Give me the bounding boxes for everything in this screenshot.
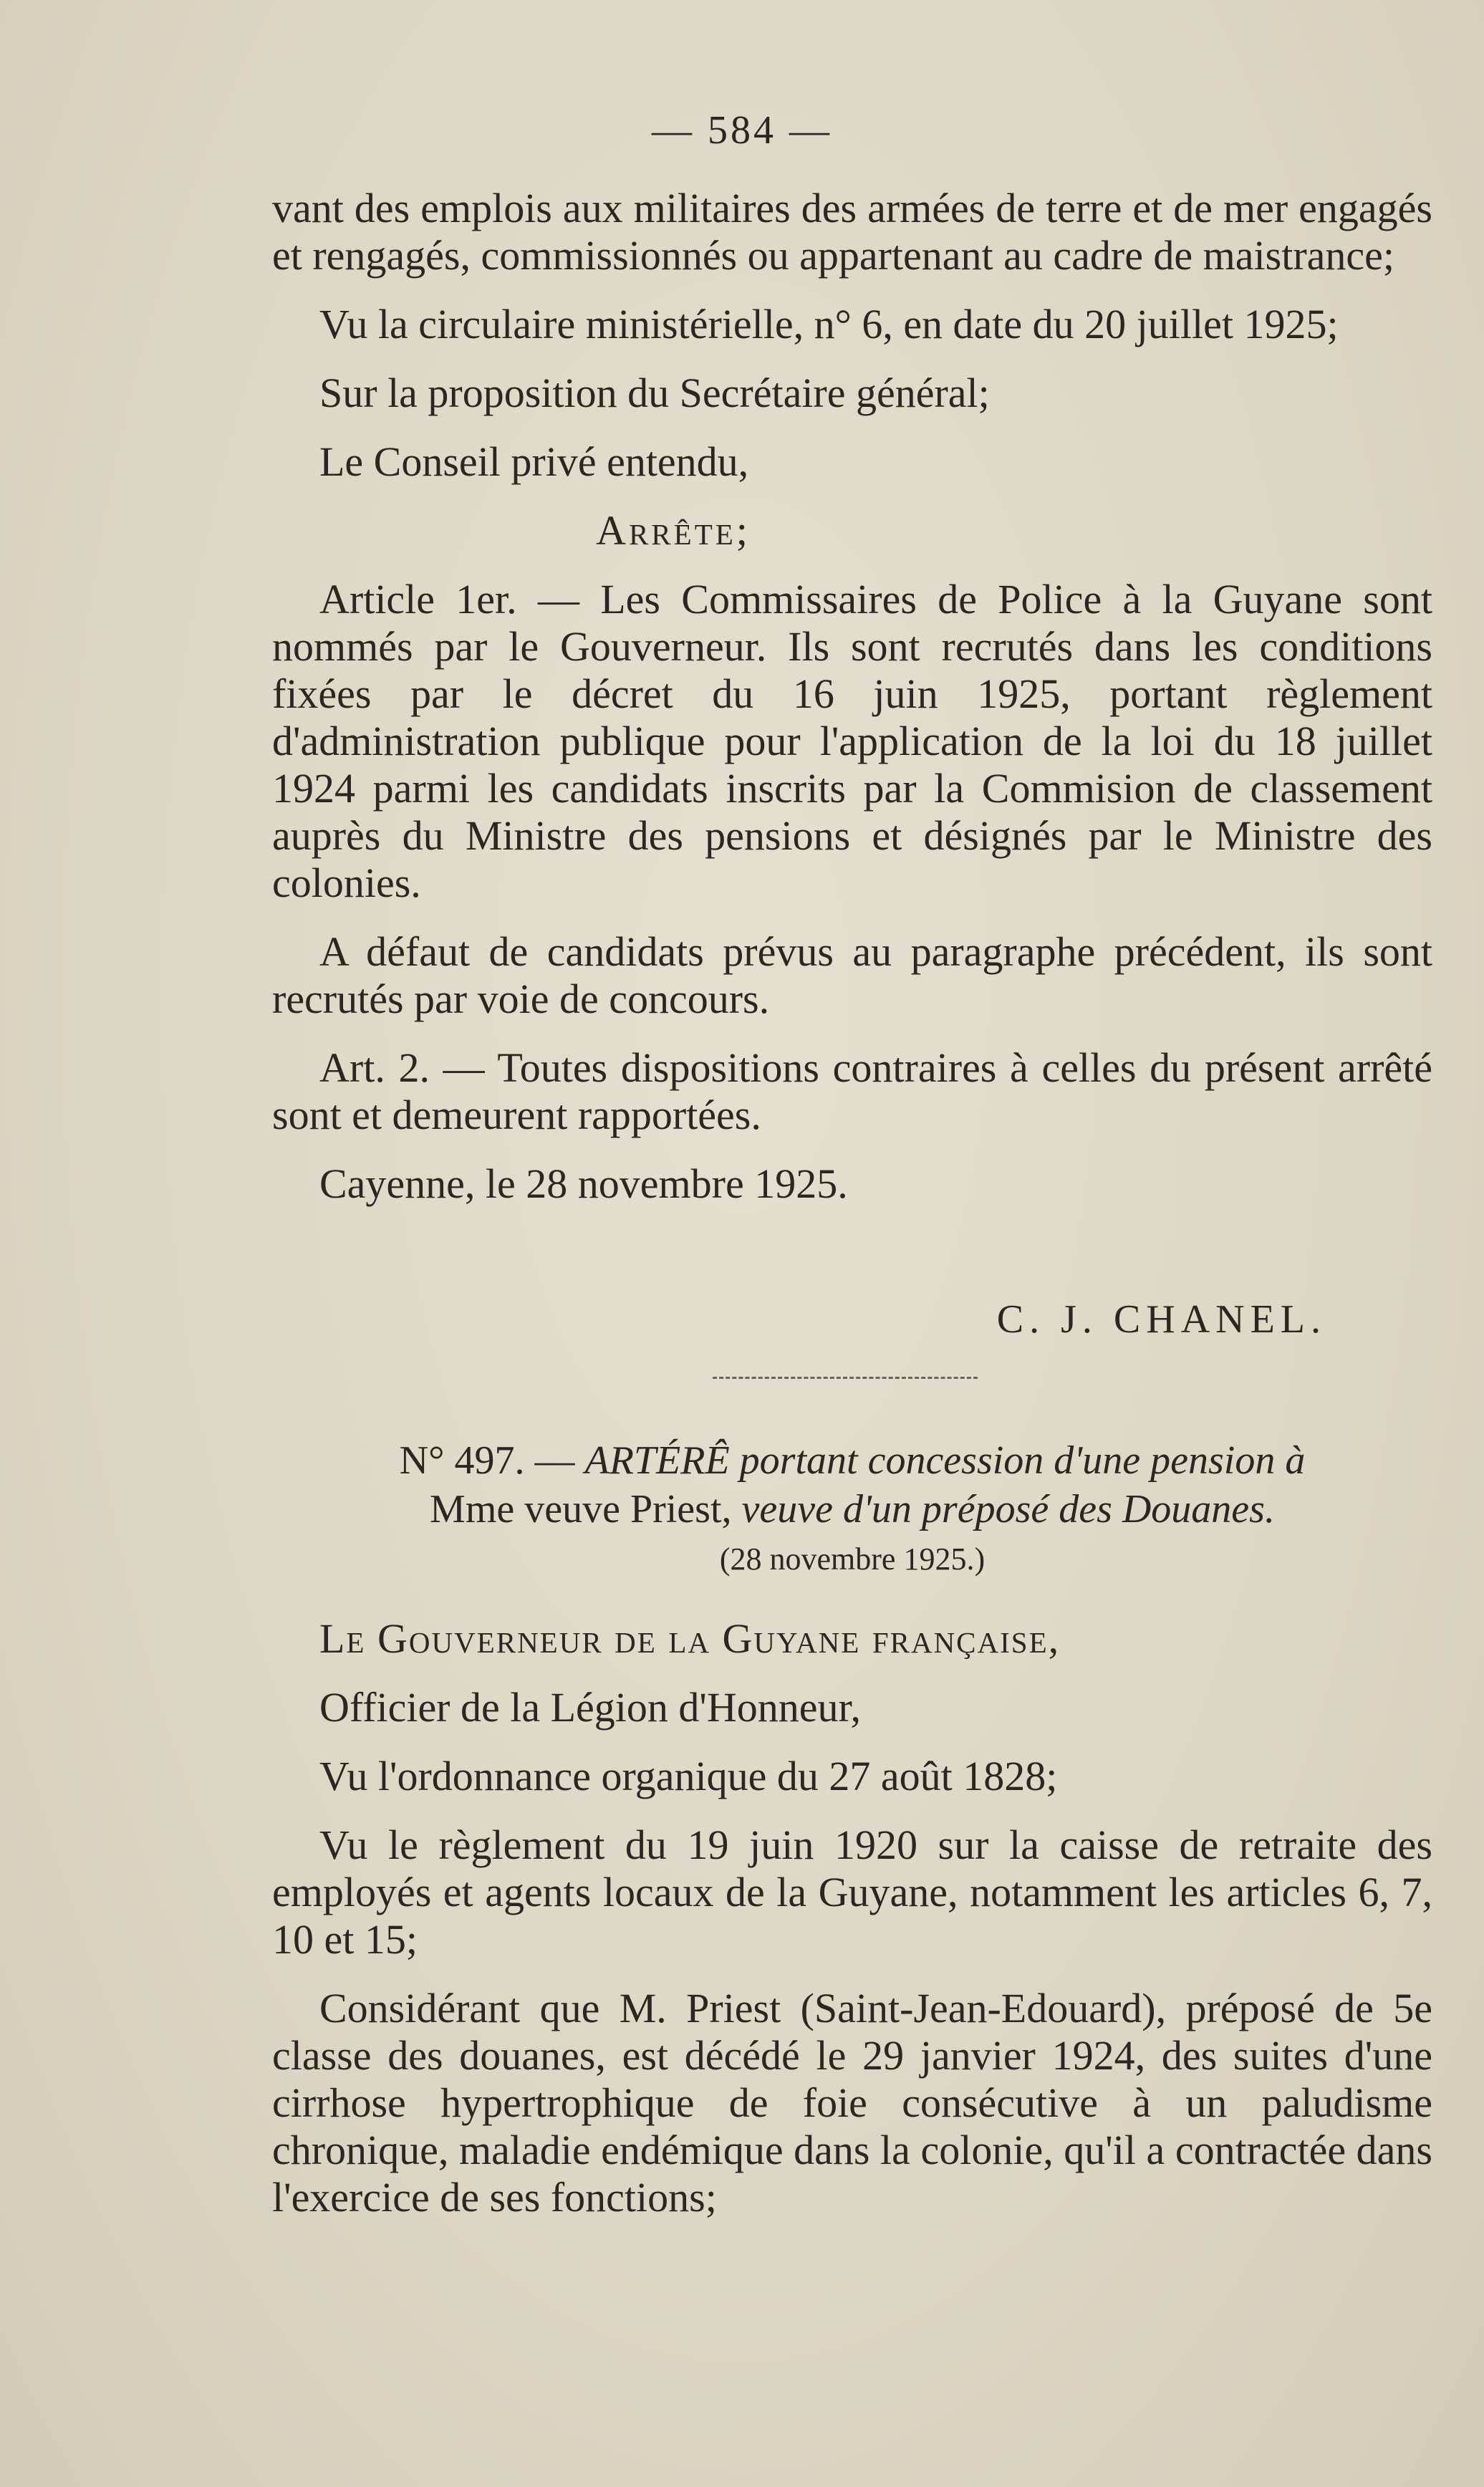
article-1-paragraph: Article 1er. — Les Commissaires de Police à la Guyane sont nommés par le Gouverneur. Ils sont recrutés dans les conditions fixées par le décret du 16 juin 1925, portant règlement d'administration publique pour l'application de la loi du 18 juillet 1924 parmi les candidats inscrits par la Commision de classement auprès du Ministre des pensions et désignés par le Ministre des colonies. <box>272 576 1432 906</box>
conseil-paragraph: Le Conseil privé entendu, <box>319 438 749 485</box>
vu-ordonnance-paragraph: Vu l'ordonnance organique du 27 août 1828; <box>319 1753 1058 1799</box>
decree-number: N° 497. — <box>399 1438 575 1483</box>
decree-title <box>272 1436 1432 1581</box>
signature: C. J. CHANEL. <box>996 1297 1326 1342</box>
article-1-second-paragraph: A défaut de candidats prévus au paragraphe précédent, ils sont recrutés par voie de concours. <box>272 928 1432 1022</box>
decree-recipient: Mme veuve Priest, <box>430 1487 732 1531</box>
place-date-line: Cayenne, le 28 novembre 1925. <box>319 1160 848 1207</box>
decree-title-italic-1: ARTÉRÊ portant concession d'une pension à <box>584 1438 1306 1483</box>
vu-circulaire-paragraph: Vu la circulaire ministérielle, n° 6, en date du 20 juillet 1925; <box>319 301 1339 347</box>
decree-date: (28 novembre 1925.) <box>719 1541 986 1577</box>
continuation-paragraph: vant des emplois aux militaires des armées de terre et de mer engagés et rengagés, commissionnés ou appartenant au cadre de maistrance; <box>272 185 1432 279</box>
article-2-paragraph: Art. 2. — Toutes dispositions contraires à celles du présent arrêté sont et demeurent rapportées. <box>272 1044 1432 1138</box>
considerant-paragraph: Considérant que M. Priest (Saint-Jean-Edouard), préposé de 5e classe des douanes, est décédé le 29 janvier 1924, des suites d'une cirrhose hypertrophique de foie consécutive à un paludisme chronique, maladie endémique dans la colonie, qu'il a contractée dans l'exercice de ses fonctions; <box>272 1985 1432 2221</box>
arrete-heading: Arrête; <box>596 507 751 554</box>
officer-line: Officier de la Légion d'Honneur, <box>319 1684 861 1731</box>
proposition-paragraph: Sur la proposition du Secrétaire général; <box>319 370 990 416</box>
section-divider <box>713 1377 978 1379</box>
decree-title-line-1 <box>272 1436 1432 1485</box>
page-number: — 584 — <box>652 108 832 153</box>
arrete-text-block <box>272 185 1432 1229</box>
decree-title-line-2 <box>272 1485 1432 1534</box>
decree-text-block <box>272 1615 1432 2243</box>
decree-title-italic-2: veuve d'un préposé des Douanes. <box>741 1487 1275 1531</box>
governor-line: Le Gouverneur de la Guyane française, <box>319 1615 1061 1662</box>
vu-reglement-paragraph: Vu le règlement du 19 juin 1920 sur la caisse de retraite des employés et agents locaux de la Guyane, notamment les articles 6, 7, 10 et 15; <box>272 1822 1432 1963</box>
